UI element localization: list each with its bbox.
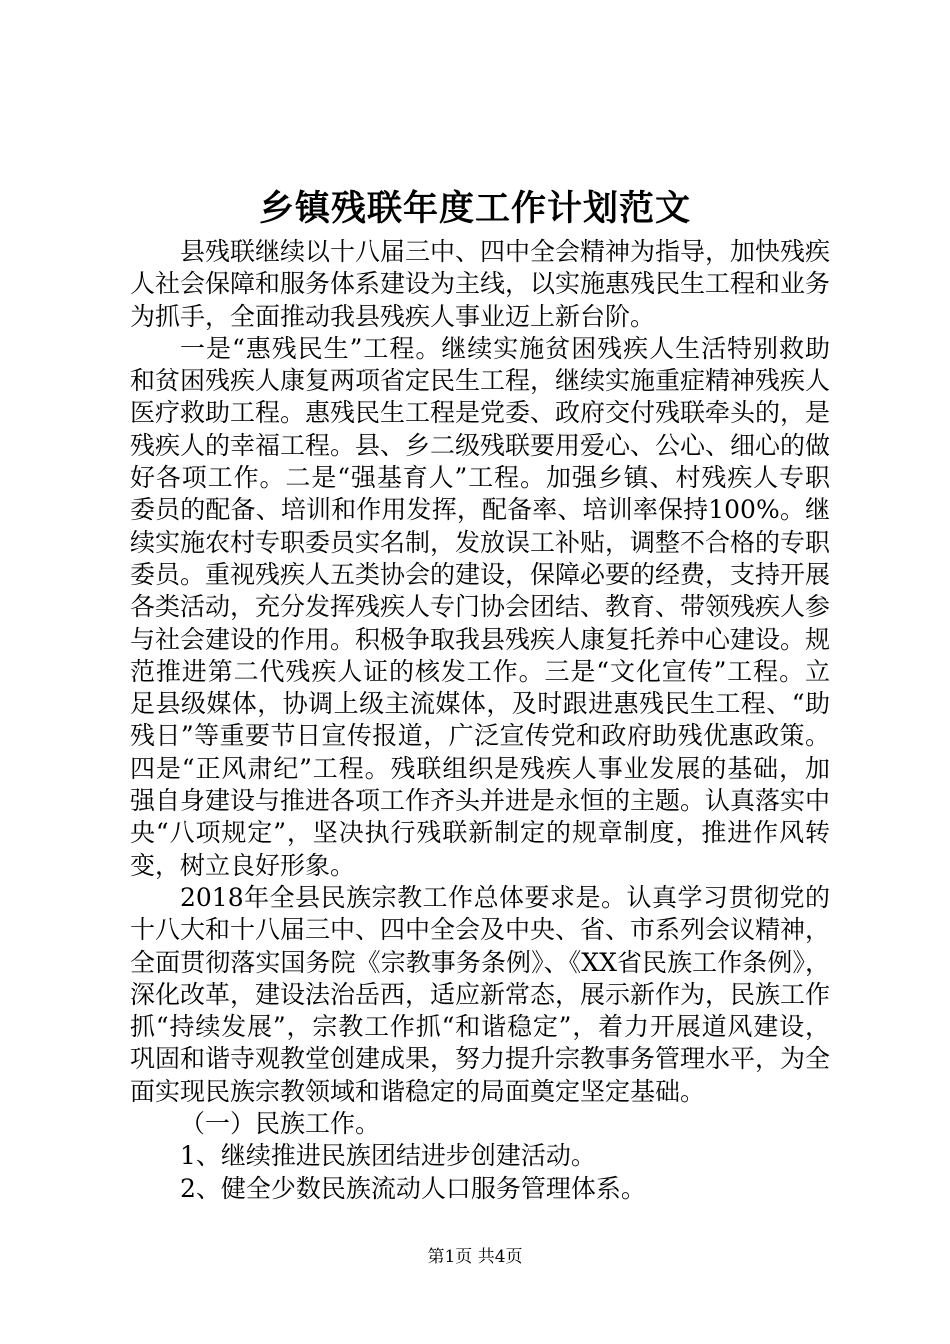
list-item-2: 2、健全少数民族流动人口服务管理体系。 bbox=[180, 1173, 646, 1203]
paragraph-projects: 一是“惠残民生”工程。继续实施贫困残疾人生活特别救助和贫困残疾人康复两项省定民生工程，继续实施重症精神残疾人医疗救助工程。惠残民生工程是党委、政府交付残联牵头的，是残疾人的幸福工程。县、乡二级残联要用爱心、公心、细心的做好各项工作。二是“强基育人”工程。加强乡镇、村残疾人专职委员的配备、培训和作用发挥，配备率、培训率保持100%。继续实施农村专职委员实名制，发放误工补贴，调整不合格的专职委员。重视残疾人五类协会的建设，保障必要的经费，支持开展各类活动，充分发挥残疾人专门协会团结、教育、带领残疾人参与社会建设的作用。积极争取我县残疾人康复托养中心建设。规范推进第二代残疾人证的核发工作。三是“文化宣传”工程。立足县级媒体，协调上级主流媒体，及时跟进惠残民生工程、“助残日”等重要节日宣传报道，广泛宣传党和政府助残优惠政策。四是“正风肃纪”工程。残联组织是残疾人事业发展的基础，加强自身建设与推进各项工作齐头并进是永恒的主题。认真落实中央“八项规定”，坚决执行残联新制定的规章制度，推进作风转变，树立良好形象。 bbox=[130, 333, 831, 880]
list-item-1: 1、继续推进民族团结进步创建活动。 bbox=[180, 1141, 596, 1171]
document-body bbox=[130, 236, 830, 1205]
paragraph-intro: 县残联继续以十八届三中、四中全会精神为指导，加快残疾人社会保障和服务体系建设为主线，以实施惠残民生工程和业务为抓手，全面推动我县残疾人事业迈上新台阶。 bbox=[130, 237, 831, 331]
paragraph-ethnic-religious-requirements: 2018年全县民族宗教工作总体要求是。认真学习贯彻党的十八大和十八届三中、四中全会及中央、省、市系列会议精神，全面贯彻落实国务院《宗教事务条例》、《XX省民族工作条例》，深化改革，建设法治岳西，适应新常态，展示新作为，民族工作抓“持续发展”，宗教工作抓“和谐稳定”，着力开展道风建设，巩固和谐寺观教堂创建成果，努力提升宗教事务管理水平，为全面实现民族宗教领域和谐稳定的局面奠定坚定基础。 bbox=[130, 882, 831, 1106]
section-heading-ethnic-work: （一）民族工作。 bbox=[180, 1109, 381, 1139]
document-title: 乡镇残联年度工作计划范文 bbox=[258, 188, 691, 229]
page-number-footer: 第1页 共4页 bbox=[427, 1247, 523, 1267]
